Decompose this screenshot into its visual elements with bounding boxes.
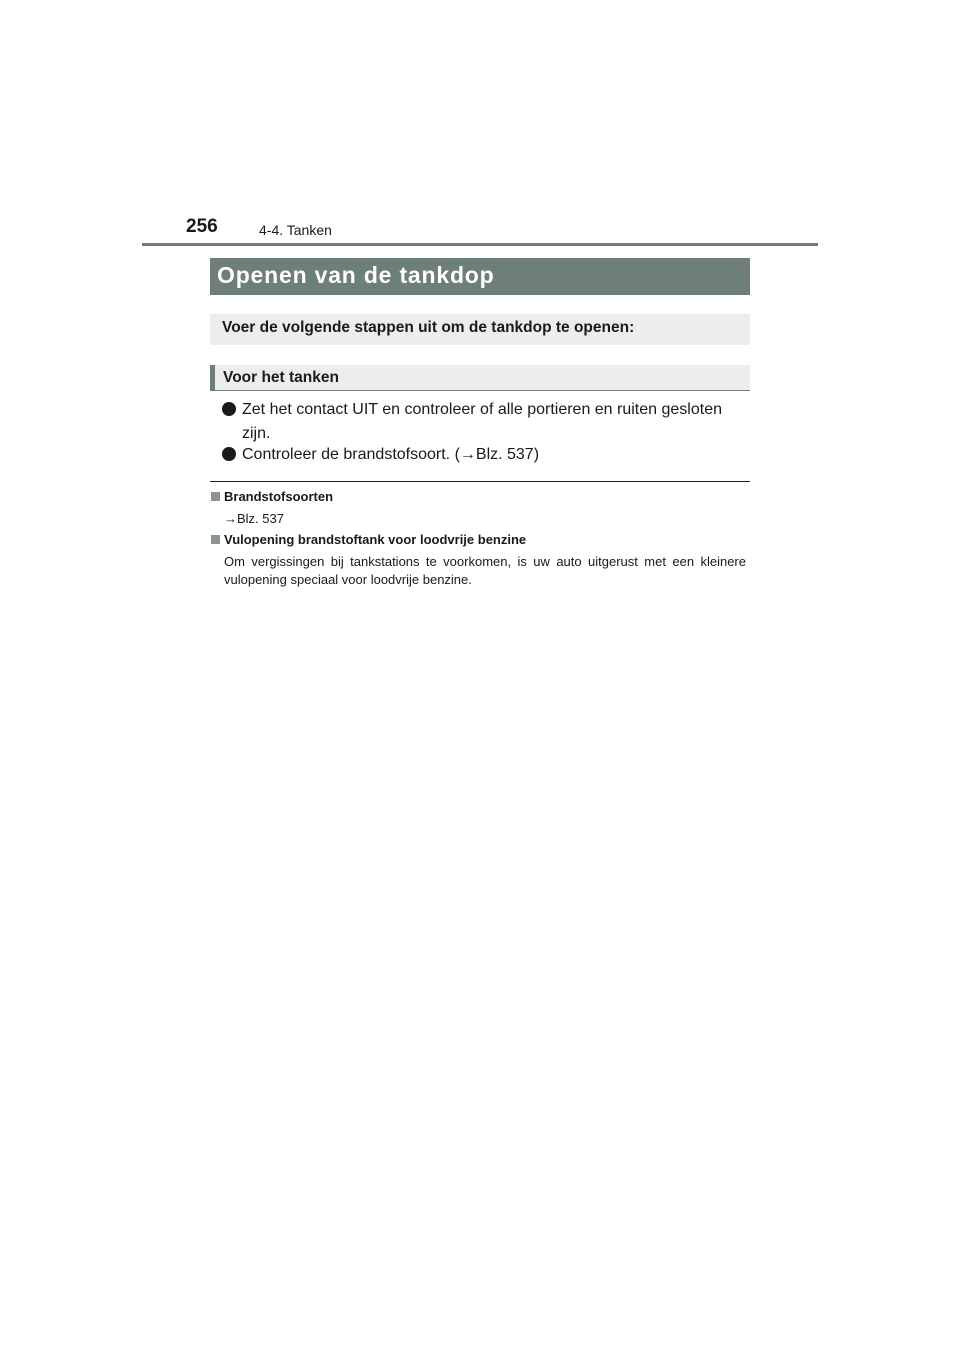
header-rule [142,243,818,246]
title-bar [210,258,750,295]
list-item-text: Controleer de brandstofsoort. (→Blz. 537) [242,446,540,463]
section-label: 4-4. Tanken [259,222,332,238]
note-body: →Blz. 537 [224,511,284,526]
bullet-icon [222,402,236,416]
square-bullet-icon [211,535,220,544]
subheading-accent [210,365,215,390]
notes-divider [210,481,750,482]
list-item-text: Zet het contact UIT en controleer of alle portieren en ruiten gesloten zijn. [242,401,722,442]
page-number: 256 [186,216,218,237]
note-body: Om vergissingen bij tankstations te voorkomen, is uw auto uitgerust met een kleinere vulopening speciaal voor loodvrije benzine. [224,554,746,587]
page-title: Openen van de tankdop [217,262,495,288]
note-title: Vulopening brandstoftank voor loodvrije benzine [224,532,527,547]
subheading-bar [210,365,750,391]
square-bullet-icon [211,492,220,501]
subheading: Voor het tanken [223,369,339,386]
bullet-icon [222,447,236,461]
intro-text: Voer de volgende stappen uit om de tankdop te openen: [222,319,635,336]
intro-box [210,314,750,345]
note-title: Brandstofsoorten [224,489,334,504]
